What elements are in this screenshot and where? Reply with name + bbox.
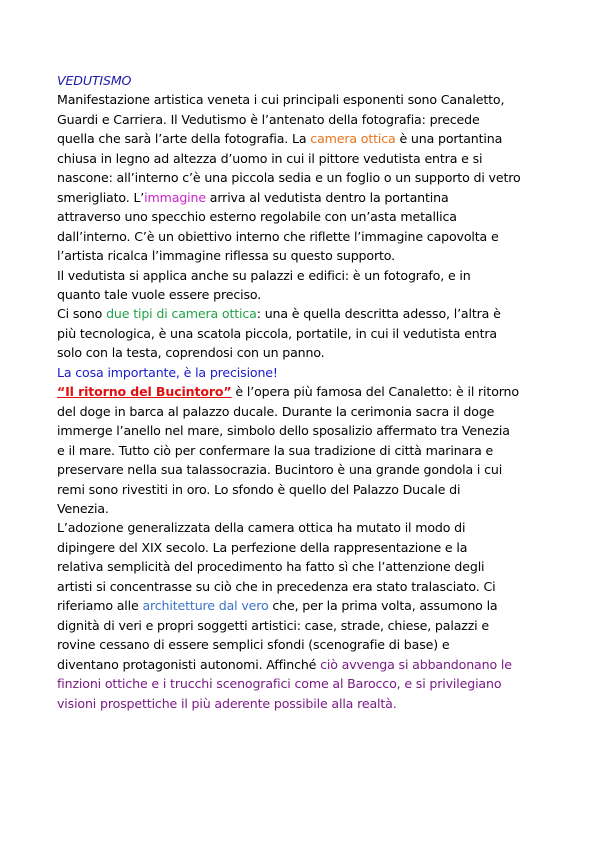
text-run: quanto tale vuole essere preciso. bbox=[57, 286, 262, 302]
text-run: remi sono rivestiti in oro. Lo sfondo è quello del Palazzo Ducale di bbox=[57, 481, 461, 497]
text-line bbox=[57, 441, 547, 460]
text-line bbox=[57, 168, 547, 187]
text-run: attraverso uno specchio esterno regolabile con un’asta metallica bbox=[57, 209, 457, 225]
text-run: Guardi e Carriera. Il Vedutismo è l’antenato della fotografia: precede bbox=[57, 111, 480, 127]
highlighted-text: visioni prospettiche il più aderente possibile alla realtà. bbox=[57, 695, 397, 711]
text-run: diventano protagonisti autonomi. Affinché bbox=[57, 656, 321, 672]
text-run: che, per la prima volta, assumono la bbox=[268, 598, 498, 614]
text-run: Venezia. bbox=[57, 500, 109, 516]
text-line bbox=[57, 616, 547, 635]
text-line bbox=[57, 577, 547, 596]
text-run: rovine cessano di essere semplici sfondi (scenografie di base) e bbox=[57, 637, 450, 653]
highlighted-text: architetture dal vero bbox=[142, 598, 269, 614]
text-line bbox=[57, 343, 547, 362]
text-line bbox=[57, 421, 547, 440]
text-line bbox=[57, 538, 547, 557]
text-run: smerigliato. L’ bbox=[57, 189, 145, 205]
text-run: Manifestazione artistica veneta i cui principali esponenti sono Canaletto, bbox=[57, 92, 505, 108]
text-line bbox=[57, 460, 547, 479]
text-run: nascone: all’interno c’è una piccola sedia e un foglio o un supporto di vetro bbox=[57, 170, 521, 186]
text-line bbox=[57, 402, 547, 421]
text-run: Il vedutista si applica anche su palazzi e edifici: è un fotografo, e in bbox=[57, 267, 471, 283]
text-line bbox=[57, 518, 547, 537]
text-line bbox=[57, 266, 547, 285]
highlighted-text: ciò avvenga si abbandonano le bbox=[320, 656, 512, 672]
text-run: solo con la testa, coprendosi con un panno. bbox=[57, 345, 325, 361]
text-line bbox=[57, 557, 547, 576]
text-line bbox=[57, 499, 547, 518]
highlighted-text: camera ottica bbox=[310, 131, 396, 147]
text-run: immerge l’anello nel mare, simbolo dello sposalizio affermato tra Venezia bbox=[57, 423, 510, 439]
text-run: e il mare. Tutto ciò per confermare la sua tradizione di città marinara e bbox=[57, 442, 494, 458]
document-page bbox=[57, 71, 547, 713]
text-line bbox=[57, 129, 547, 148]
document-body bbox=[57, 90, 547, 713]
text-line bbox=[57, 110, 547, 129]
text-line bbox=[57, 363, 547, 382]
text-line bbox=[57, 655, 547, 674]
highlighted-text: due tipi di camera ottica bbox=[106, 306, 257, 322]
text-run: riferiamo alle bbox=[57, 598, 143, 614]
text-run: preservare nella sua talassocrazia. Bucintoro è una grande gondola i cui bbox=[57, 462, 503, 478]
text-run: arriva al vedutista dentro la portantina bbox=[205, 189, 449, 205]
text-run: artisti si concentrasse su ciò che in precedenza era stato tralasciato. Ci bbox=[57, 578, 496, 594]
text-run: l’artista ricalca l’immagine riflessa su questo supporto. bbox=[57, 248, 395, 264]
text-run: : una è quella descritta adesso, l’altra è bbox=[256, 306, 501, 322]
text-run: relativa semplicità del procedimento ha fatto sì che l’attenzione degli bbox=[57, 559, 485, 575]
text-run: quella che sarà l’arte della fotografia. La bbox=[57, 131, 311, 147]
document-title: VEDUTISMO bbox=[57, 73, 132, 88]
text-line bbox=[57, 207, 547, 226]
text-line bbox=[57, 324, 547, 343]
highlighted-text: “Il ritorno del Bucintoro” bbox=[57, 384, 232, 400]
text-line bbox=[57, 635, 547, 654]
text-run: Ci sono bbox=[57, 306, 107, 322]
text-run: dipingere del XIX secolo. La perfezione della rappresentazione e la bbox=[57, 539, 468, 555]
text-line bbox=[57, 285, 547, 304]
text-line bbox=[57, 149, 547, 168]
text-run: dignità di veri e propri soggetti artistici: case, strade, chiese, palazzi e bbox=[57, 617, 489, 633]
text-line bbox=[57, 382, 547, 401]
text-run: chiusa in legno ad altezza d’uomo in cui il pittore vedutista entra e si bbox=[57, 150, 483, 166]
highlighted-text: La cosa importante, è la precisione! bbox=[57, 364, 278, 380]
text-line bbox=[57, 246, 547, 265]
text-run: L’adozione generalizzata della camera ottica ha mutato il modo di bbox=[57, 520, 466, 536]
text-line bbox=[57, 90, 547, 109]
text-line bbox=[57, 227, 547, 246]
text-line bbox=[57, 596, 547, 615]
text-run: è una portantina bbox=[395, 131, 503, 147]
text-run: più tecnologica, è una scatola piccola, portatile, in cui il vedutista entra bbox=[57, 325, 498, 341]
text-line bbox=[57, 188, 547, 207]
text-line bbox=[57, 304, 547, 323]
text-line bbox=[57, 694, 547, 713]
text-run: è l’opera più famosa del Canaletto: è il ritorno bbox=[231, 384, 519, 400]
text-run: dall’interno. C’è un obiettivo interno che riflette l’immagine capovolta e bbox=[57, 228, 499, 244]
text-run: del doge in barca al palazzo ducale. Durante la cerimonia sacra il doge bbox=[57, 403, 495, 419]
text-line bbox=[57, 480, 547, 499]
highlighted-text: immagine bbox=[144, 189, 206, 205]
text-line bbox=[57, 674, 547, 693]
highlighted-text: finzioni ottiche e i trucchi scenografici come al Barocco, e si privilegiano bbox=[57, 676, 502, 692]
